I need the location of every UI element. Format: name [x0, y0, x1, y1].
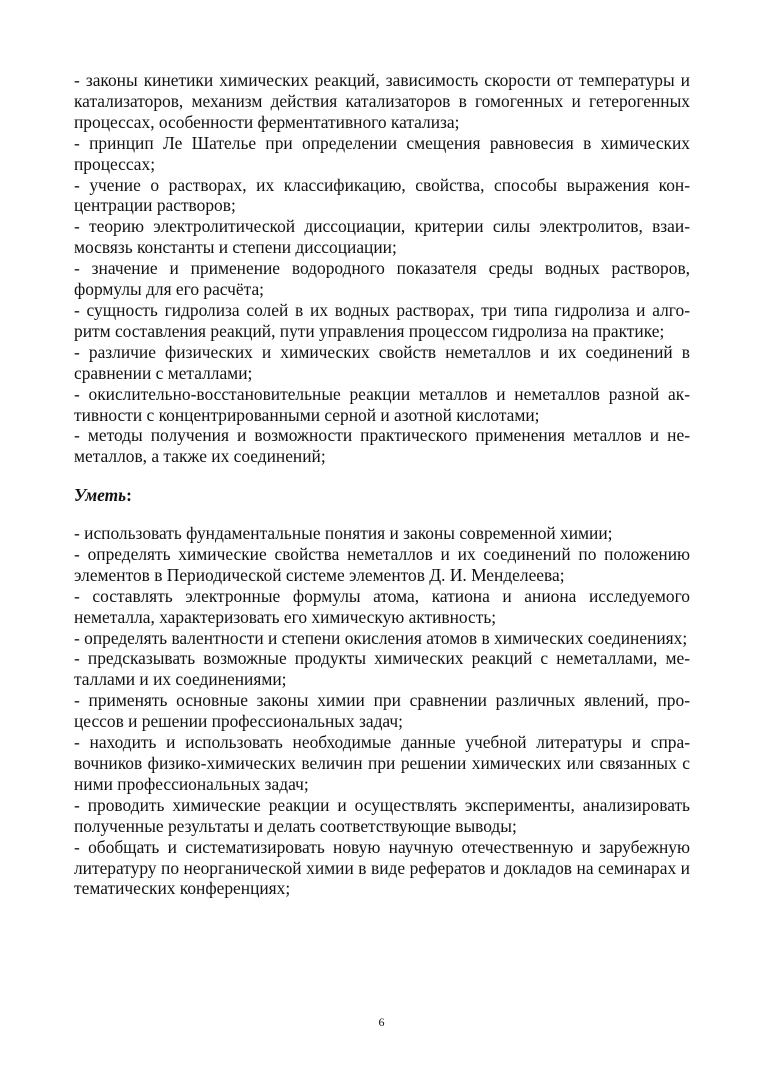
knowledge-item-solutions: - учение о растворах, их классификацию, свойства, способы выражения концентрации растворов; [74, 174, 690, 216]
knowledge-item-dissociation: - теорию электролитической диссоциации, критерии силы электролитов, взаимосвязь константы и степени диссоциации; [74, 216, 690, 258]
knowledge-item-kinetics: - законы кинетики химических реакций, зависимость скорости от температуры и катализаторов, механизм действия катализаторов в гомогенных и гетерогенных процессах, особенности ферментативного катализа; [74, 70, 690, 132]
knowledge-item-hydrolysis: - сущность гидролиза солей в их водных растворах, три типа гидролиза и алгоритм составления реакций, пути управления процессом гидролиза на практике; [74, 299, 690, 341]
skill-item-valence: - определять валентности и степени окисления атомов в химических соединениях; [74, 627, 688, 648]
skill-item-experiments: - проводить химические реакции и осуществлять эксперименты, анализировать полученные результаты и делать соответствующие выводы; [74, 794, 690, 836]
knowledge-item-le-chatelier: - принцип Ле Шателье при определении смещения равновесия в химических процессах; [74, 132, 690, 174]
skill-item-electron-formulas: - составлять электронные формулы атома, катиона и аниона исследуемого неметалла, характеризовать его химическую активность; [74, 585, 690, 627]
section-heading-colon: : [126, 485, 132, 505]
knowledge-item-methods: - методы получения и возможности практического применения металлов и неметаллов, а также их соединений; [74, 425, 690, 467]
skill-item-laws: - применять основные законы химии при сравнении различных явлений, процессов и решении профессиональных задач; [74, 690, 690, 732]
skills-list [74, 523, 690, 899]
skill-item-fundamentals: - использовать фундаментальные понятия и законы современной химии; [74, 523, 613, 543]
skill-item-products: - предсказывать возможные продукты химических реакций с неметаллами, металлами и их соединениями; [74, 648, 690, 690]
knowledge-item-redox: - окислительно-восстановительные реакции металлов и неметаллов разной активности с концентрированными серной и азотной кислотами; [74, 383, 690, 425]
knowledge-list [74, 70, 690, 467]
page-number: 6 [378, 1015, 385, 1029]
knowledge-item-nonmetals: - различие физических и химических свойств неметаллов и их соединений в сравнении с металлами; [74, 341, 690, 383]
section-heading [74, 485, 690, 506]
skill-item-properties: - определять химические свойства неметаллов и их соединений по положению элементов в Периодической системе элементов Д. И. Менделеева; [74, 543, 690, 585]
skill-item-literature-data: - находить и использовать необходимые данные учебной литературы и справочников физико-химических величин при решении химических или связанных с ними профессиональных задач; [74, 732, 690, 794]
skills-heading-block [74, 485, 690, 506]
skill-item-summarize: - обобщать и систематизировать новую научную отечественную и зарубежную литературу по неорганической химии в виде рефератов и докладов на семинарах и тематических конференциях; [74, 836, 690, 899]
knowledge-item-ph: - значение и применение водородного показателя среды водных растворов, формулы для его расчёта; [74, 258, 690, 300]
section-heading-text: Уметь [74, 485, 127, 505]
